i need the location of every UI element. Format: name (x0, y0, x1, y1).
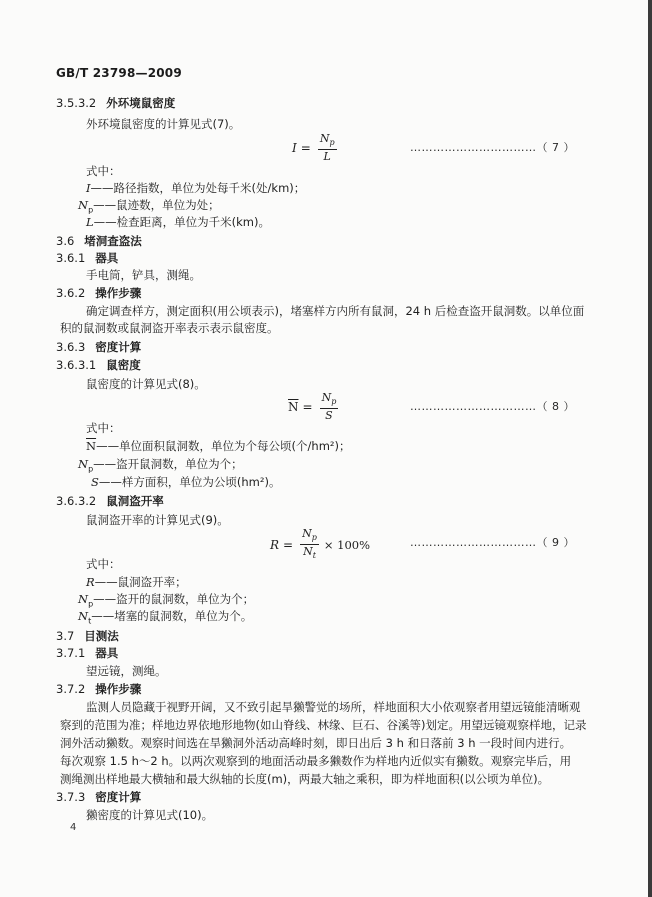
where-label: 式中： (86, 421, 121, 435)
definition-S (91, 475, 280, 489)
section-number: 3.7.2 (56, 682, 86, 696)
section-title: 密度计算 (95, 340, 142, 354)
heading-3-7-2 (56, 682, 141, 696)
definition-L (86, 215, 270, 229)
section-number: 3.6.2 (56, 286, 86, 300)
numerator-subscript: p (329, 138, 335, 148)
section-number: 3.5.3.2 (56, 96, 97, 110)
section-title: 目测法 (84, 629, 119, 643)
heading-3-6-3-1 (56, 358, 141, 372)
paragraph: 獭密度的计算见式(10)。 (86, 808, 214, 822)
formula-lhs: I (292, 140, 297, 155)
formula-number-7: ……………………………（ 7 ） (410, 141, 575, 154)
definition-text: ——堵塞的鼠洞数，单位为个。 (91, 609, 253, 623)
section-number: 3.6.1 (56, 251, 86, 265)
definition-text: ——检查距离，单位为千米(km)。 (93, 215, 270, 229)
definition-text: ——鼠洞盗开率； (94, 575, 187, 589)
section-number: 3.6.3.1 (56, 358, 97, 372)
definition-text: ——盗开鼠洞数，单位为个； (93, 457, 243, 471)
section-number: 3.6 (56, 234, 75, 248)
section-title: 器具 (95, 646, 119, 660)
formula-number-8: ……………………………（ 8 ） (410, 400, 575, 413)
symbol: I (86, 181, 91, 195)
paragraph-line: 察到的范围为准；样地边界依地形地物(如山脊线、林缘、巨石、谷溪等)划定。用望远镜观察样地，记录 (60, 718, 587, 732)
paragraph: 鼠密度的计算见式(8)。 (86, 377, 206, 391)
heading-3-6-1 (56, 251, 118, 265)
definition-Np (78, 457, 243, 476)
formula-multiplier: × 100% (323, 537, 371, 552)
denominator: L (323, 150, 331, 164)
symbol: N (78, 198, 89, 212)
symbol: N (78, 592, 89, 606)
paragraph-line: 每次观察 1.5 h～2 h。以两次观察到的地面活动最多獭数作为样地内近似实有獭数。观察完毕后，用 (60, 754, 572, 768)
symbol-subscript: p (88, 599, 94, 609)
definition-text: ——鼠迹数，单位为处； (93, 198, 220, 212)
formula-8: $\overline{N}$ = $\frac{N_p}{S}$ (288, 391, 337, 423)
symbol-subscript: p (88, 205, 94, 215)
section-number: 3.6.3.2 (56, 494, 97, 508)
formula-fraction (318, 132, 337, 163)
section-title: 操作步骤 (95, 286, 142, 300)
formula-number-9: ……………………………（ 9 ） (410, 536, 575, 549)
numerator: N (319, 132, 330, 145)
heading-3-7 (56, 629, 119, 643)
page-number: 4 (70, 822, 77, 833)
heading-3-6-2 (56, 286, 141, 300)
formula-lhs: $\overline{N}$ (288, 399, 299, 414)
definition-R (86, 575, 187, 589)
paragraph: 望远镜，测绳。 (86, 664, 167, 678)
symbol: L (86, 215, 94, 229)
symbol: R (86, 575, 95, 589)
paragraph-line: 确定调查样方，测定面积(用公顷表示)，堵塞样方内所有鼠洞，24 h 后检查盗开鼠洞数。以单位面 (86, 304, 585, 318)
heading-3-7-3 (56, 790, 141, 804)
symbol: S (91, 475, 99, 489)
section-number: 3.7.3 (56, 790, 86, 804)
formula-fraction (320, 391, 339, 422)
symbol-subscript: p (88, 464, 94, 474)
paragraph: 手电筒，铲具，测绳。 (86, 268, 201, 282)
heading-3-7-1 (56, 646, 118, 660)
numerator-subscript: p (331, 397, 337, 407)
numerator: N (321, 391, 332, 404)
numerator-subscript: p (311, 533, 317, 543)
section-title: 鼠洞盗开率 (106, 494, 164, 508)
paragraph: 鼠洞盗开率的计算见式(9)。 (86, 513, 229, 527)
symbol: N (78, 457, 89, 471)
standard-header: GB/T 23798—2009 (56, 66, 182, 80)
section-title: 操作步骤 (95, 682, 142, 696)
section-title: 堵洞查盗法 (84, 234, 142, 248)
section-title: 鼠密度 (106, 358, 141, 372)
denominator: S (325, 409, 333, 423)
symbol: N (78, 609, 89, 623)
section-number: 3.7.1 (56, 646, 86, 660)
heading-3-6-3 (56, 340, 141, 354)
numerator: N (302, 527, 312, 540)
section-title: 外环境鼠密度 (106, 96, 176, 110)
section-title: 密度计算 (95, 790, 142, 804)
where-label: 式中： (86, 164, 121, 178)
section-number: 3.7 (56, 629, 75, 643)
definition-I (86, 181, 305, 195)
paragraph: 外环境鼠密度的计算见式(7)。 (86, 117, 241, 131)
definition-text: ——单位面积鼠洞数，单位为个每公顷(个/hm²)； (96, 439, 351, 453)
denominator-subscript: t (312, 551, 316, 561)
heading-3-6 (56, 234, 142, 248)
symbol-subscript: t (88, 616, 92, 626)
paragraph-line: 积的鼠洞数或鼠洞盗开率表示表示鼠密度。 (60, 321, 279, 335)
definition-Nbar (86, 439, 351, 453)
definition-text: ——盗开的鼠洞数，单位为个； (93, 592, 255, 606)
formula-fraction (300, 527, 319, 562)
denominator: N (303, 545, 313, 559)
symbol: $\overline{N}$ (86, 439, 97, 453)
paragraph-line: 洞外活动獭数。观察时间选在旱獭洞外活动高峰时刻，即日出后 3 h 和日落前 3 h 一段时间内进行。 (60, 736, 572, 750)
paragraph-line: 监测人员隐藏于视野开阔，又不致引起旱獭警觉的场所，样地面积大小依观察者用望远镜能清晰观 (86, 700, 581, 714)
heading-3-6-3-2 (56, 494, 164, 508)
where-label: 式中： (86, 557, 121, 571)
definition-Nt (78, 609, 252, 628)
definition-text: ——路径指数，单位为处每千米(处/km)； (90, 181, 306, 195)
definition-text: ——样方面积，单位为公顷(hm²)。 (98, 475, 281, 489)
formula-7: I = $\frac{N_p}{L}$ (292, 132, 335, 164)
formula-lhs: R (270, 537, 280, 552)
section-title: 器具 (95, 251, 119, 265)
section-number: 3.6.3 (56, 340, 86, 354)
heading-3-5-3-2 (56, 96, 175, 110)
paragraph-line: 测绳测出样地最大横轴和最大纵轴的长度(m)，两最大轴之乘积，即为样地面积(以公顷为单位)。 (60, 772, 550, 786)
formula-9: R = $\frac{N_p}{N_t}$ × 100% (270, 527, 371, 561)
